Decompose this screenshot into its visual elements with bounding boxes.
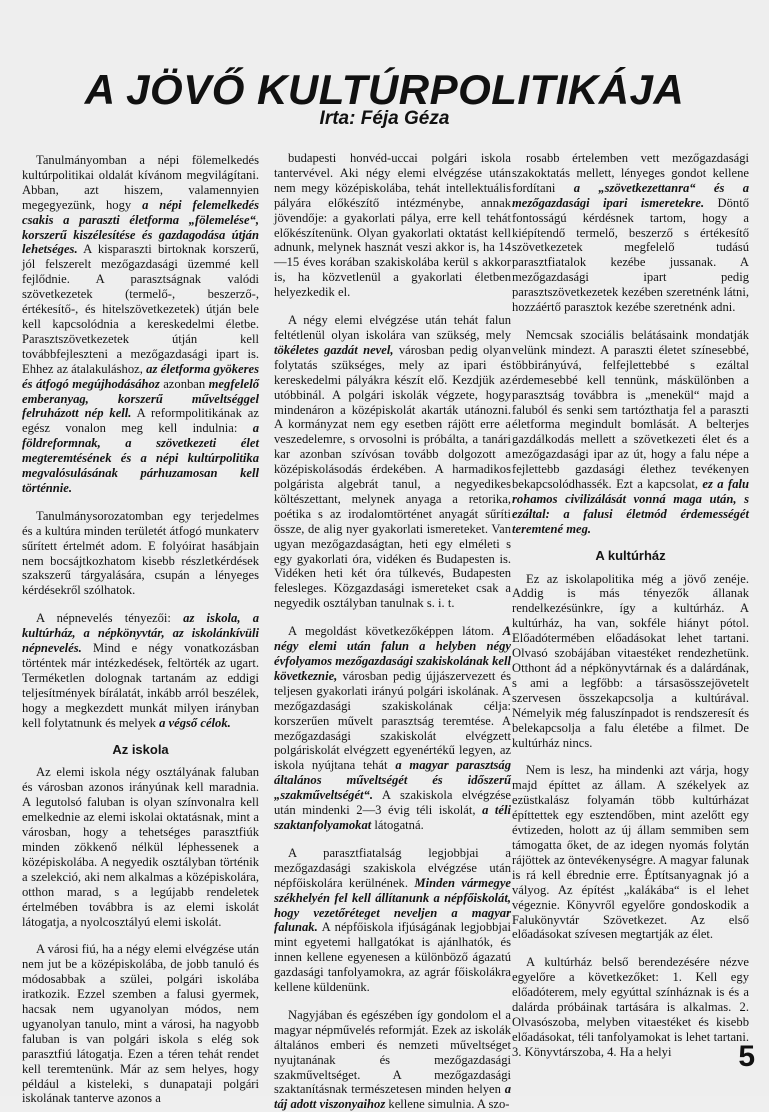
article-byline: Irta: Féja Géza bbox=[319, 108, 450, 129]
paragraph: A parasztfiatalság legjobbjai a mezőgazdasági szakiskola elvégzése után népfőiskolára kerülnének. Minden vármegye székhelyén fel kell állítanunk a népfőiskolát, hogy vezetőréteget neveljen a magyar falunak. A népfőiskola ifjúságának legjobbjai mint egyetemi hallgatókat is ajánlhatók, és innen kellene egyenesen a különböző ágazatú gazdasági tanfolyamokra, az agrár főiskolákra kellene küldenünk. bbox=[274, 845, 512, 995]
section-heading-culture-house: A kultúrház bbox=[595, 547, 666, 563]
paragraph: Nem is lesz, ha mindenki azt várja, hogy majd építtet az állam. A székelyek az ezüstkalász folyamán több kultúrházat építtettek egy esztendőben, mint azelőtt egy évtizeden, holott az új állam semmiben sem támogatta őket, de az idegen nyomás folytán rájöttek az öntevékenységre. A magyar falunak is rá kell ébrednie erre. Éptítsanyagnak jó a vályog. Az építést „kalákába“ is el lehet végeznie. Könyvről egyelőre gondoskodik a Falukönyvtár Szövetkezet. Az első előadásokat szívesen megtartják az élet. bbox=[512, 763, 749, 942]
paragraph: A kultúrház belső berendezésére nézve egyelőre a következőket: 1. Kell egy előadóterem, mely egyúttal színháznak is és a dalárda próbáinak tartására is alkalmas. 2. Olvasószoba, melyben vitaestéket és kisebb előadásokat, téli tanfolyamokat is lehet tartani. 3. Könyvtárszoba, 4. Ha a helyi bbox=[512, 955, 749, 1059]
article-title: A JÖVŐ KULTÚRPOLITIKÁJA bbox=[84, 66, 685, 113]
paragraph: A megoldást következőképpen látom. A négy elemi után falun a helyben négy évfolyamos mezőgazdasági szakiskolának kell következnie, városban pedig újjászervezett és teljesen gyakorlati irányú polgári iskolának. A mezőgazdasági szakiskolának célja: korszerűen művelt parasztság teremtése. A mezőgazdasági szakiskolát elvégzett polgáriskolát elvégzett egyenértékű legyen, az iskola nyújtana tehát a magyar parasztság általános műveltségét és időszerű „szakműveltségét“. A szakiskola elvégzése után mindenki 2—3 évig téli iskolát, a téli szaktanfolyamokat látogatná. bbox=[274, 624, 511, 832]
paragraph: Az elemi iskola négy osztályának faluban és városban azonos irányúnak kell maradnia. A legutolsó faluban is olyan színvonalra kell emelkednie az elemi iskolai oktatásnak, mint a városban, hogy a tehetséges parasztfiúk minden zökkenő nélkül léphessenek a középiskolába. A negyedik osztályban történik a szelekció, aki nem alkalmas a középiskolára, otthon marad, s a legújabb rendeletek értelmében továbbra is az elemi iskolát látogatja, a nyolcosztályú elemi iskolát. bbox=[22, 765, 259, 929]
paragraph: Ez az iskolapolitika még a jövő zenéje. Addig is más tényezők állanak rendelkezésünkre, így a kultúrház. A kultúrház, ha van, sokféle hiányt pótol. Előadótermében előadásokat lehet tartani. Olvasó szobájában vitaestéket rendezhetünk. Otthont ád a népkönyvtárnak és a dalárdának, s ami a legfőbb: a társasösszejövetelt szervesen összekapcsolja a kultúrával. Némelyik még faluszínpadot is rendszeresít és belekapcsolja a falu életébe a filmet. De kultúrház nincs. bbox=[512, 571, 749, 750]
column-2 bbox=[274, 151, 511, 1112]
page-number: 5 bbox=[738, 1040, 755, 1073]
paragraph-intro: Tanulmányomban a népi fölemelkedés kultúrpolitikai oldalát kívánom megvilágítani. Abban, azt hiszem, valamennyien megegyezünk, hogy a népi felemelkedés csakis a paraszti életforma „fölemelése“, korszerű kiszélesítése és gazdagodása útján lehetséges. A kisparaszti birtoknak korszerű, jól felszerelt mezőgazdasági üzemmé kell fejlődnie. A parasztságnak valódi szövetkezetek (termelő-, beszerző-, értékesítő-, és hitelszövetkezetek) útján bele kell kapcsolódnia a kereskedelmi életbe. Parasztszövetkezetek útján kell továbbfejleszteni a mezőgazdasági ipart is. Ehhez az átalakuláshoz, az életforma gyökeres és átfogó megújhodásához azonban megfelelő emberanyag, korszerű műveltséggel felruházott nép kell. A reformpolitikának az egész vonalon meg kell indulnia: a földreformnak, a szövetkezeti élet megteremtésének és a népi kultúrpolitika megvalósulásának párhuzamosan kell történnie. bbox=[22, 153, 259, 495]
paragraph: rosabb értelemben vett mezőgazdasági szakoktatás mellett, lényeges gondot kellene fordítani a „szövetkezettanra“ és a mezőgazdasági ipari ismeretekre. Döntő fontosságú kérdésnek tartom, hogy a kiépítendő termelő, beszerző s értékesítő szövetkezetek megfelelő tudású parasztfiatalok kezébe jussanak. A mezőgazdasági ipart pedig parasztszövetkezetek kezében szeretnénk látni, hozzáértő parasztok kezébe szeretnénk adni. bbox=[512, 151, 750, 315]
paragraph: A népnevelés tényezői: az iskola, a kultúrház, a népkönyvtár, az iskolánkívüli népnevelés. Mind e négy vonatkozásban történtek már intézkedések, feltörték az ugart. Terméketlen dolognak tartanám az eddigi teljesítmények bírálatát, inkább arról beszélek, hogy a megkezdett munkát milyen irányban kell folytatnunk és melyek a végső célok. bbox=[22, 611, 259, 730]
paragraph: Tanulmánysorozatomban egy terjedelmes és a kultúra minden területét átfogó munkaterv sűrített értelmét adom. E folyóirat hasábjain nem bocsájtkozhatom kisebb részletkérdések szakszerű tárgyalására, csupán a lényeges kérdésekről szólhatok. bbox=[22, 508, 259, 598]
paragraph: A városi fiú, ha a négy elemi elvégzése után nem jut be a középiskolába, de jobb tanuló és módosabbak a szülei, polgári iskolába iratkozik. Ezzel szemben a falusi gyermek, hacsak nem ugyanolyan módos, nem ugyanolyan tanulo, mint a városi, ha nagyobb faluban is van polgári iskola s elég sok parasztfiú látogatja. Ezen a téren tehát rendet kell teremtenünk. Már az sem helyes, hogy például a kisteleki, s dunapataji polgári iskolának tanterve azonos a bbox=[22, 942, 259, 1106]
paragraph: Nemcsak szociális belátásaink mondatják velünk mindezt. A paraszti életet színesebbé, többirányúvá, felfejlettebbé s ezáltal érdemesebbé kell tennünk, máskülönben a parasztság továbbra is „menekül“ majd a faluból és senki sem tartózthatja fel a paraszti életforma megindult bomlását. A belterjes gazdálkodás mellett a szövetkezeti élet és a mezőgazdasági ipar az út, hogy a falu népe a fejlettebb gazdasági élethez tevékenyen bekapcsolódhassék. Ezt a kapcsolat, ez a falu rohamos civilizálását vonná maga után, s ezáltal: a falusi életmód érdemességét teremtené meg. bbox=[512, 327, 749, 536]
paragraph: A négy elemi elvégzése után tehát falun feltétlenül olyan iskolára van szükség, mely tökéletes gazdát nevel, városban pedig olyan folytatás szükséges, mely az ipari és kereskedelmi pályákra készít elő. Kezdjük az utóbbinál. A polgári iskolák végzete, hogy mindenáron a középiskolát akarták utánozni. A kormányzat nem egy esetben rájött erre a veszedelemre, s orvosolni is próbálta, a tanári kar azonban szívósan tovább dolgozott a középiskolásodás érdekében. A harmadikos polgárista algebrát tanul, a negyedikes költészettant, melynek anyaga a retorika, poétika s az irodalomtörténet anyagát sűríti össze, de alig nyer gyakorlati ismereteket. Van ugyan mezőgazdaságtan, heti egy elméleti s egy gyakorlati óra, vidéken és Budapesten is. Vidéken heti két óra túlkevés, Budapesten felesleges. Közgazdasági ismereteket csak a negyedik osztályban tanulnak s. i. t. bbox=[274, 313, 511, 611]
column-1 bbox=[22, 153, 259, 1106]
section-heading-school: Az iskola bbox=[112, 741, 169, 757]
paragraph: Nagyjában és egészében így gondolom el a magyar népművelés reformját. Ezek az iskolák általános emberi és nemzeti műveltséget nyujtanának és mezőgazdasági szakműveltséget. A mezőgazdasági szaktanításnak természetesen minden helyen a táj adott viszonyaihoz kellene simulnia. A szo- bbox=[274, 1007, 511, 1112]
column-3 bbox=[512, 151, 749, 1060]
paragraph: budapesti honvéd-uccai polgári iskola tantervével. Aki négy elemi elvégzése után nem megy középiskolába, tehát intellektuális pályára előkészítő intézménybe, annak jövendője: a gyakorlati pálya, erre kell tehát előkészítenünk. Olyan gyakorlati oktatást kell adnunk, melynek hasznát veszi akkor is, ha 14—15 éves korában szakiskolába kerül s akkor is, ha közvetlenül a gyakorlati életben helyezkedik el. bbox=[274, 151, 511, 300]
